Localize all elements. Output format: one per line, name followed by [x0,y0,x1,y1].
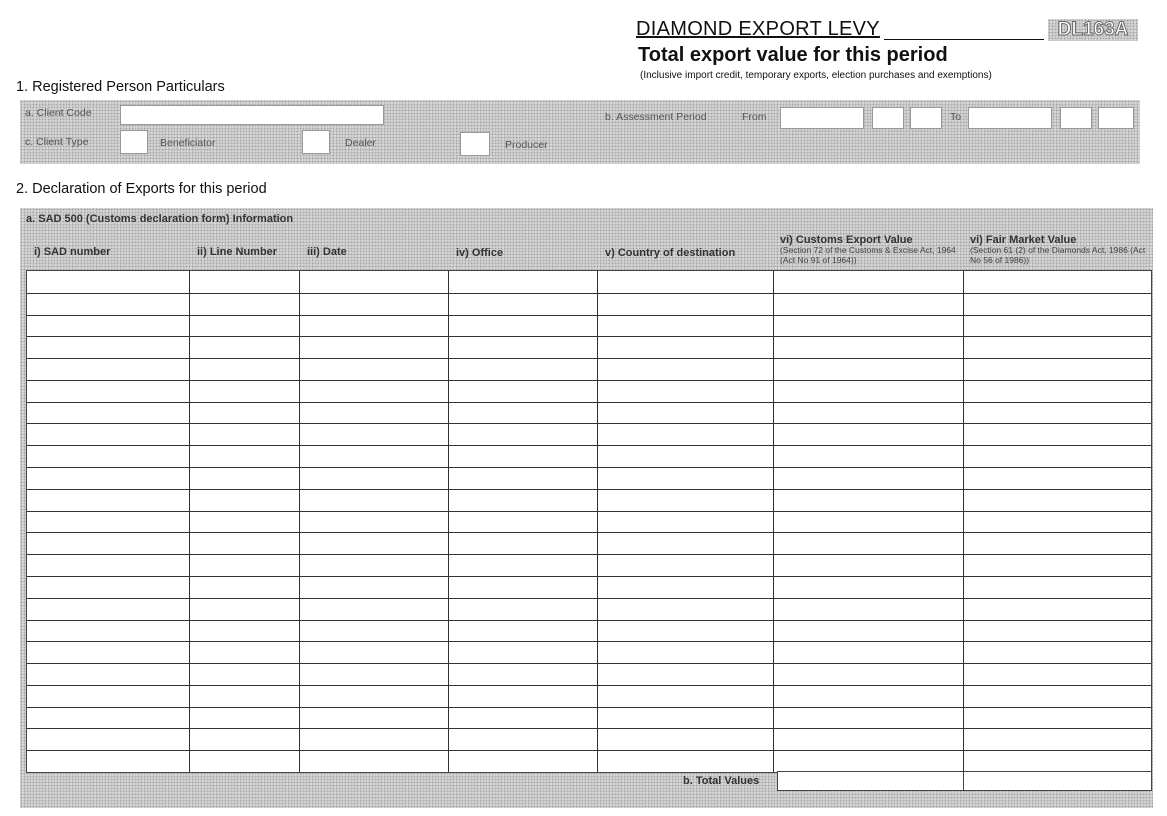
table-row [27,336,1151,337]
dealer-checkbox[interactable] [302,130,330,154]
col-header-customs-export-value [780,234,956,265]
table-row [27,685,1151,686]
beneficiator-checkbox[interactable] [120,130,148,154]
table-row [27,554,1151,555]
client-type-label: c. Client Type [25,136,89,148]
col-header-line-number: ii) Line Number [197,246,278,258]
fair-market-value-label: vi) Fair Market Value [970,234,1077,246]
table-row [27,641,1151,642]
assessment-period-label: b. Assessment Period [605,111,707,123]
from-day-field[interactable] [910,107,942,129]
table-row [27,511,1151,512]
table-column-divider [299,271,300,772]
from-month-field[interactable] [872,107,904,129]
section1-title: 1. Registered Person Particulars [16,79,225,95]
customs-export-value-note: (Section 72 of the Customs & Excise Act, 1964 (Act No 91 of 1964)) [780,245,956,265]
fair-market-value-note: (Section 61 (2) of the Diamonds Act, 1986 (Act No 56 of 1986)) [970,245,1146,265]
col-header-sad-number: i) SAD number [34,246,111,258]
form-note: (Inclusive import credit, temporary exports, election purchases and exemptions) [640,70,992,81]
table-column-divider [773,271,774,772]
total-customs-export-value-field[interactable] [777,771,965,791]
client-code-input[interactable] [120,105,384,125]
title-underline [884,39,1044,40]
customs-export-value-label: vi) Customs Export Value [780,234,913,246]
table-row [27,620,1151,621]
table-column-divider [448,271,449,772]
col-header-fair-market-value [970,234,1146,265]
client-code-label: a. Client Code [25,107,92,119]
from-year-field[interactable] [780,107,864,129]
particulars-panel [20,100,1140,164]
table-row [27,358,1151,359]
table-column-divider [189,271,190,772]
dealer-label: Dealer [345,137,376,149]
form-title: DIAMOND EXPORT LEVY [636,18,880,40]
form-code-badge: DL163A [1048,19,1138,41]
from-label: From [742,111,767,123]
table-row [27,315,1151,316]
table-row [27,467,1151,468]
beneficiator-label: Beneficiator [160,137,216,149]
table-row [27,293,1151,294]
to-label: To [950,111,962,123]
to-day-field[interactable] [1098,107,1134,129]
table-row [27,750,1151,751]
col-header-office: iv) Office [456,247,504,259]
to-year-field[interactable] [968,107,1052,129]
form-subtitle: Total export value for this period [638,44,948,66]
table-row [27,380,1151,381]
total-fair-market-value-field[interactable] [963,771,1152,791]
table-row [27,707,1151,708]
table-row [27,663,1151,664]
table-row [27,598,1151,599]
table-row [27,728,1151,729]
table-row [27,576,1151,577]
table-row [27,423,1151,424]
table-column-divider [963,271,964,772]
table-column-divider [597,271,598,772]
producer-checkbox[interactable] [460,132,490,156]
table-row [27,532,1151,533]
section2-title: 2. Declaration of Exports for this period [16,181,267,197]
sad500-table-title: a. SAD 500 (Customs declaration form) Information [26,213,294,225]
to-month-field[interactable] [1060,107,1092,129]
table-row [27,445,1151,446]
sad500-table[interactable] [26,270,1152,773]
col-header-date: iii) Date [307,246,347,258]
table-row [27,489,1151,490]
total-values-label: b. Total Values [683,775,760,787]
producer-label: Producer [505,139,548,151]
table-row [27,402,1151,403]
col-header-country: v) Country of destination [605,247,736,259]
